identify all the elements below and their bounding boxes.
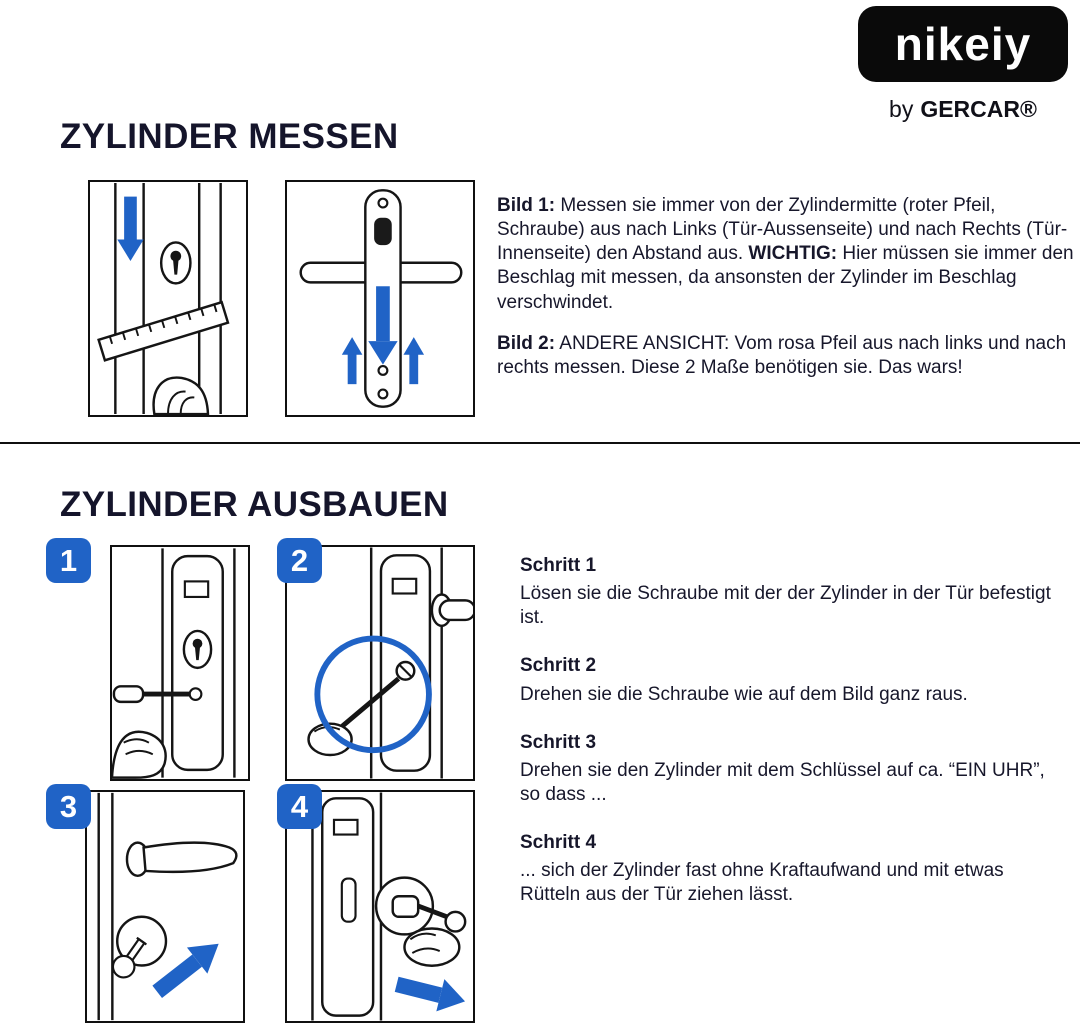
step-2-text: Drehen sie die Schraube wie auf dem Bild ganz raus. bbox=[520, 683, 968, 705]
step-1-title: Schritt 1 bbox=[520, 555, 597, 576]
bild2-illustration bbox=[287, 182, 473, 415]
wichtig-label: WICHTIG: bbox=[748, 243, 838, 265]
key-in-lock bbox=[109, 917, 166, 982]
step-2 bbox=[520, 654, 1068, 706]
step-4 bbox=[520, 831, 1068, 907]
byline-by: by bbox=[889, 96, 914, 122]
figure-step-3 bbox=[85, 790, 245, 1023]
figure-bild-1 bbox=[88, 180, 248, 417]
bild2-label: Bild 2: bbox=[497, 332, 556, 354]
byline-brand: GERCAR® bbox=[920, 96, 1037, 122]
step-4-text: ... sich der Zylinder fast ohne Kraftaufwand und mit etwas Rütteln aus der Tür ziehen lässt. bbox=[520, 860, 1004, 906]
step-1-text: Lösen sie die Schraube mit der der Zylinder in der Tür befestigt ist. bbox=[520, 583, 1051, 629]
messen-text-block bbox=[497, 194, 1077, 397]
hand-illustration bbox=[112, 732, 166, 778]
faceplate-slot bbox=[342, 879, 356, 922]
keyhole-icon bbox=[184, 631, 211, 668]
figure-bild-2 bbox=[285, 180, 475, 417]
step-3 bbox=[520, 731, 1068, 807]
step-badge-3: 3 bbox=[46, 784, 91, 829]
step-3-text: Drehen sie den Zylinder mit dem Schlüssel auf ca. “EIN UHR”, so dass ... bbox=[520, 759, 1045, 805]
blue-arrow-down-icon bbox=[117, 197, 143, 261]
logo-byline bbox=[858, 96, 1068, 123]
blue-arrow-right-icon bbox=[393, 968, 469, 1017]
step-3-title: Schritt 3 bbox=[520, 731, 597, 753]
step-4-title: Schritt 4 bbox=[520, 832, 597, 853]
step-2-title: Schritt 2 bbox=[520, 655, 597, 677]
bild1-illustration bbox=[90, 182, 246, 415]
hand-illustration bbox=[404, 929, 459, 966]
ruler-icon bbox=[99, 302, 228, 360]
bild1-text-2: Hier müssen sie immer den Beschlag mit messen, da ansonsten der Zylinder im Beschlag verschwindet. bbox=[497, 243, 1074, 313]
cylinder-slot bbox=[374, 218, 392, 245]
nikeiy-logo bbox=[858, 6, 1068, 82]
latch-bolt bbox=[185, 581, 208, 597]
keyhole-icon bbox=[161, 242, 190, 283]
door-handle bbox=[127, 843, 236, 876]
logo-text: nikeiy bbox=[894, 18, 1032, 70]
step1-illustration bbox=[112, 547, 248, 779]
cylinder-and-key bbox=[376, 878, 465, 935]
section-title-ausbauen: ZYLINDER AUSBAUEN bbox=[60, 485, 449, 524]
bild2-text: ANDERE ANSICHT: Vom rosa Pfeil aus nach links und nach rechts messen. Diese 2 Maße benötigen sie. Das wars! bbox=[497, 332, 1067, 378]
step-1 bbox=[520, 554, 1068, 630]
step-badge-1: 1 bbox=[46, 538, 91, 583]
bild1-paragraph bbox=[497, 194, 1077, 315]
bild1-label: Bild 1: bbox=[497, 195, 556, 216]
step-badge-4: 4 bbox=[277, 784, 322, 829]
section-title-messen: ZYLINDER MESSEN bbox=[60, 117, 399, 156]
bild1-text: Messen sie immer von der Zylindermitte (roter Pfeil, Schraube) aus nach Links (Tür-Aussenseite) und nach Rechts (Tür-Innenseite) den Abstand aus. bbox=[497, 195, 1068, 265]
steps-block bbox=[520, 554, 1068, 931]
door-edge-lines bbox=[99, 793, 113, 1020]
latch-bolt bbox=[393, 579, 416, 594]
section-divider bbox=[0, 442, 1080, 444]
figure-step-1 bbox=[110, 545, 250, 781]
step3-illustration bbox=[87, 792, 243, 1021]
bild2-paragraph bbox=[497, 332, 1077, 380]
step-badge-2: 2 bbox=[277, 538, 322, 583]
door-handle bbox=[432, 594, 473, 625]
latch-bolt bbox=[334, 820, 357, 835]
